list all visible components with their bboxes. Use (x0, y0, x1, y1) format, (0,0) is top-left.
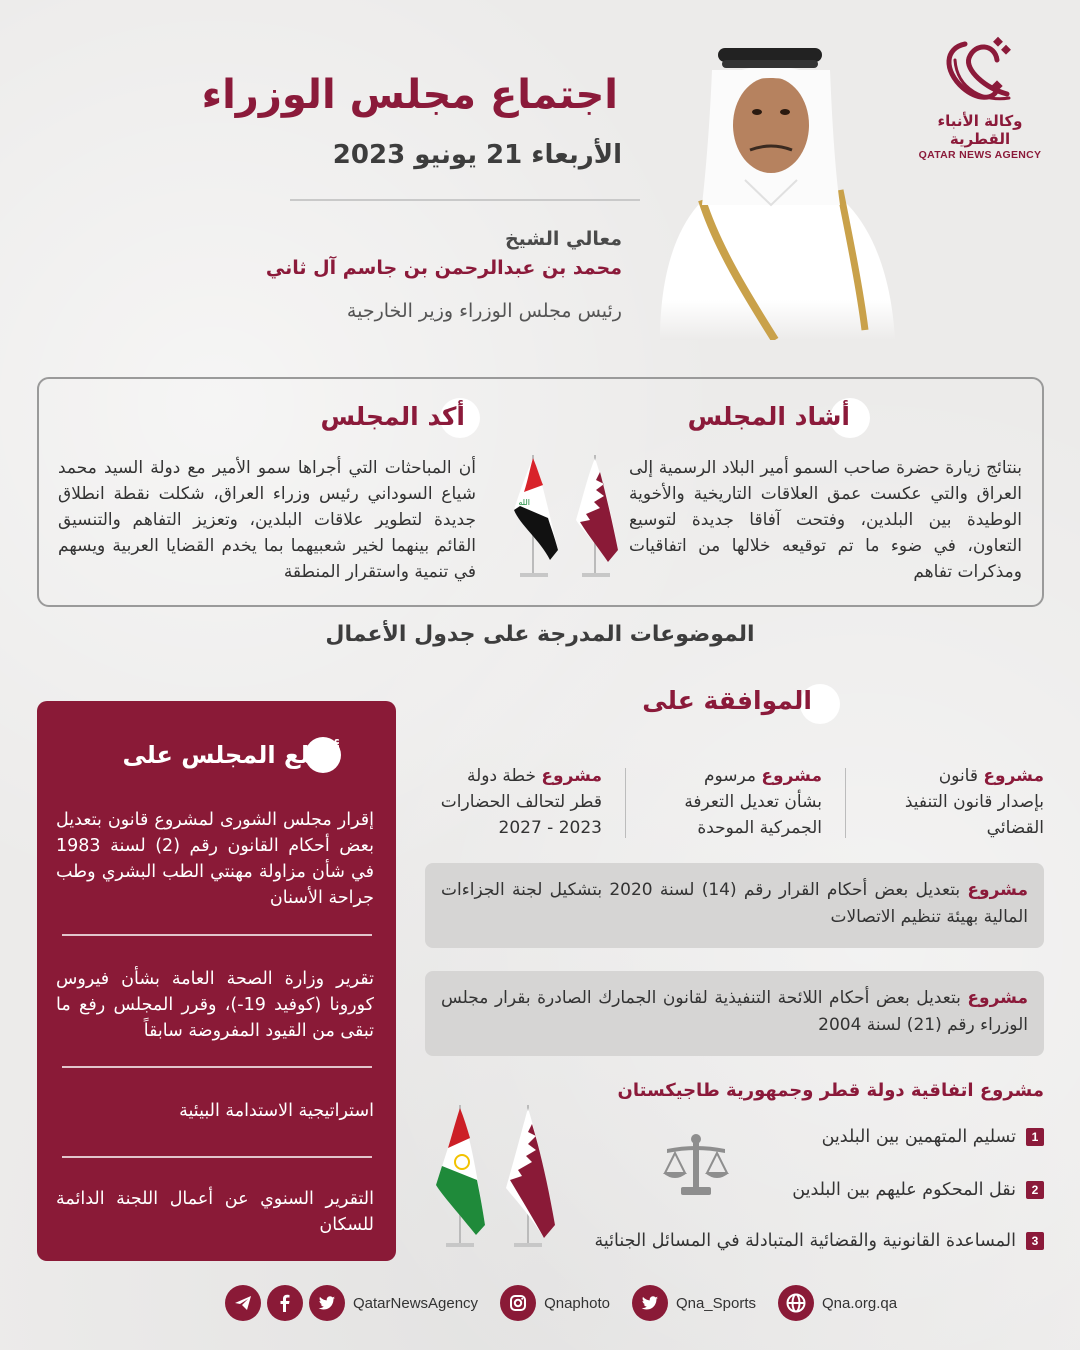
item-number-badge: 3 (1026, 1232, 1044, 1250)
page-title: اجتماع مجلس الوزراء (201, 72, 618, 118)
logo-english-name: QATAR NEWS AGENCY (918, 149, 1042, 161)
affirmed-text: أن المباحثات التي أجراها سمو الأمير مع دولة السيد محمد شياع السوداني رئيس وزراء العراق، شكلت نقطة انطلاق جديدة لتطوير علاقات البلدين، وتعزيز التفاهم والتنسيق القائم بينهما لخير شعبيهما بما يخدم القضايا العربية ويسهم في تنمية واستقرار المنطقة (58, 458, 476, 582)
instagram-handle[interactable]: Qnaphoto (544, 1294, 610, 1312)
tajikistan-item: 1 تسليم المتهمين بين البلدين (822, 1127, 1044, 1147)
scales-of-justice-icon (663, 1133, 729, 1205)
meeting-date: الأربعاء 21 يونيو 2023 (332, 140, 622, 170)
column-divider (625, 768, 626, 838)
qna-emblem-icon (935, 30, 1025, 110)
social-footer (225, 1283, 913, 1323)
pm-name: محمد بن عبدالرحمن بن جاسم آل ثاني (265, 257, 622, 279)
column-divider (845, 768, 846, 838)
pm-portrait (640, 30, 905, 340)
approved-heading: الموافقة على (642, 686, 812, 715)
reviewed-item: تقرير وزارة الصحة العامة بشأن فيروس كورونا (كوفيد 19-)، وقرر المجلس رفع ما تبقى من القيود المفروضة سابقاً (56, 969, 374, 1041)
reviewed-divider (62, 1156, 372, 1158)
project-keyword: مشروع (967, 988, 1028, 1008)
project-keyword: مشروع (761, 766, 822, 786)
approved-item-decree: مشروع مرسوم بشأن تعديل التعرفة الجمركية الموحدة (684, 766, 822, 838)
project-keyword: مشروع (967, 880, 1028, 900)
svg-text:الله: الله (518, 498, 530, 507)
iraq-qatar-flags (500, 450, 630, 580)
praised-text: بنتائج زيارة حضرة صاحب السمو أمير البلاد الرسمية إلى العراق والتي عكست عمق العلاقات التاريخية والأخوية الوطيدة بين البلدين، وفتحت آفاقا جديدة لتوسيع التعاون، في ضوء ما تم توقيعه خلالها من اتفاقيات ومذكرات تفاهم (629, 458, 1022, 582)
reviewed-item: التقرير السنوي عن أعمال اللجنة الدائمة للسكان (56, 1189, 374, 1235)
reviewed-item: إقرار مجلس الشورى لمشروع قانون بتعديل بعض أحكام القانون رقم (2) لسنة 1983 في شأن مزاولة مهنتي الطب البشري وطب جراحة الأسنان (56, 810, 374, 908)
facebook-icon[interactable] (267, 1285, 303, 1321)
reviewed-panel (37, 701, 396, 1261)
tajikistan-item: 3 المساعدة القانونية والقضائية المتبادلة في المسائل الجنائية (595, 1231, 1044, 1251)
approved-box-customs: مشروع بتعديل بعض أحكام اللائحة التنفيذية لقانون الجمارك الصادرة بقرار مجلس الوزراء رقم (21) لسنة 2004 (425, 971, 1044, 1056)
website-link[interactable]: Qna.org.qa (822, 1294, 898, 1312)
approved-item-law: مشروع قانون بإصدار قانون التنفيذ القضائي (904, 766, 1044, 838)
logo-arabic-name: وكالة الأنباء القطرية (937, 112, 1023, 148)
globe-icon[interactable] (778, 1285, 814, 1321)
reviewed-item: استراتيجية الاستدامة البيئية (179, 1101, 374, 1121)
qna-logo (905, 30, 1055, 165)
praised-heading: أشاد المجلس (687, 402, 850, 431)
item-number-badge: 2 (1026, 1181, 1044, 1199)
project-keyword: مشروع (983, 766, 1044, 786)
reviewed-divider (62, 1066, 372, 1068)
approved-box-telecom: مشروع بتعديل بعض أحكام القرار رقم (14) لسنة 2020 بتشكيل لجنة الجزاءات المالية بهيئة تنظيم الاتصالات (425, 863, 1044, 948)
approved-item-plan: مشروع خطة دولة قطر لتحالف الحضارات 2023 - 2027 (440, 766, 602, 838)
pm-role: رئيس مجلس الوزراء وزير الخارجية (346, 300, 622, 322)
instagram-icon[interactable] (500, 1285, 536, 1321)
agenda-title: الموضوعات المدرجة على جدول الأعمال (325, 622, 755, 647)
twitter-sports-icon[interactable] (632, 1285, 668, 1321)
header-divider (290, 199, 640, 201)
sports-twitter-handle[interactable]: Qna_Sports (675, 1294, 756, 1312)
reviewed-heading: أطلع المجلس على (122, 741, 341, 769)
affirmed-heading: أكد المجلس (320, 402, 465, 431)
main-social-handle[interactable]: QatarNewsAgency (353, 1294, 479, 1312)
project-keyword: مشروع (541, 766, 602, 786)
twitter-icon[interactable] (309, 1285, 345, 1321)
tajikistan-qatar-flags (430, 1100, 570, 1250)
tajikistan-item: 2 نقل المحكوم عليهم بين البلدين (792, 1180, 1044, 1200)
reviewed-divider (62, 934, 372, 936)
tajikistan-heading: مشروع اتفاقية دولة قطر وجمهورية طاجيكستان (617, 1080, 1044, 1101)
telegram-icon[interactable] (225, 1285, 261, 1321)
pm-honorific: معالي الشيخ (504, 228, 622, 250)
item-number-badge: 1 (1026, 1128, 1044, 1146)
